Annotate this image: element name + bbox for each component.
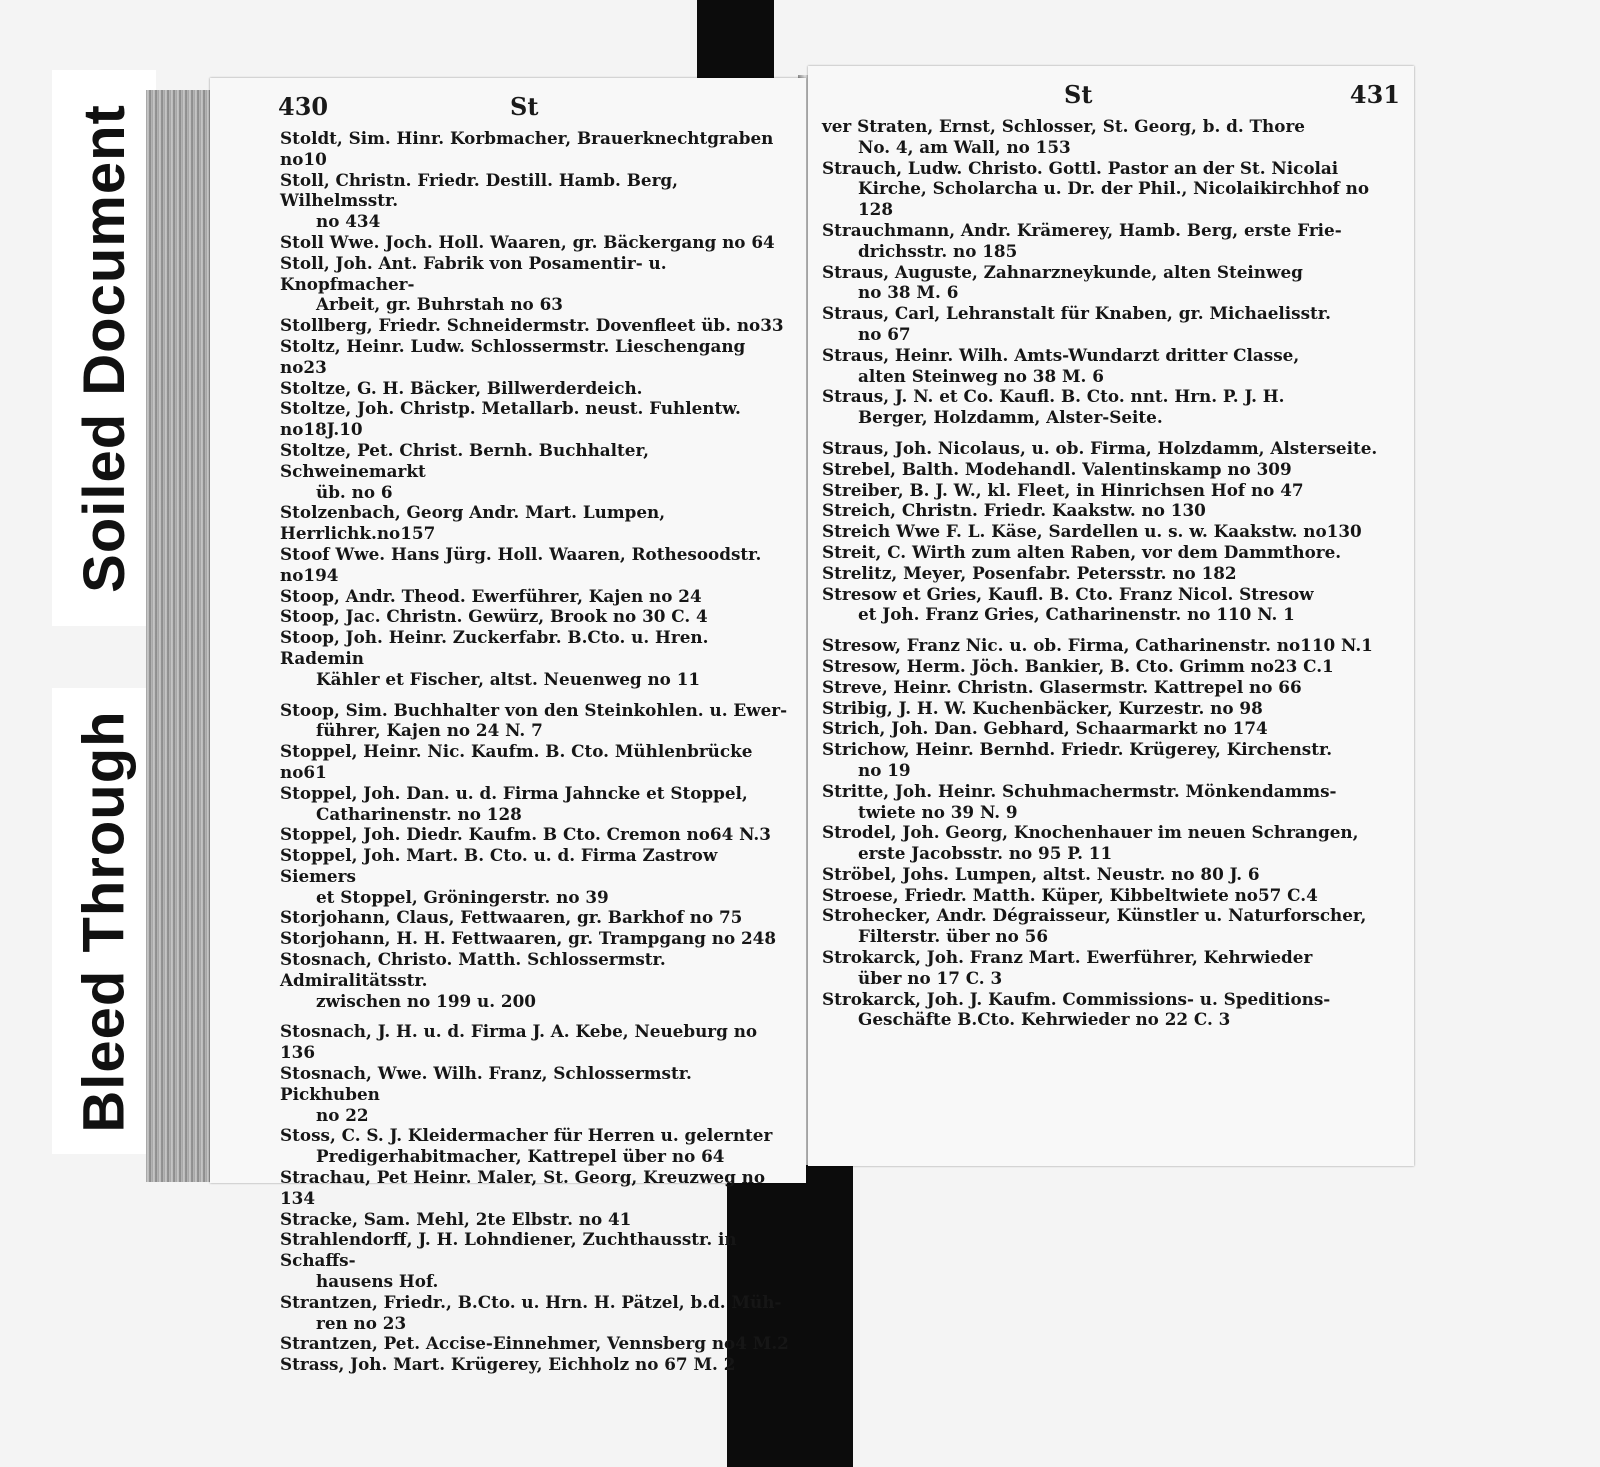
entry-text: Strelitz, Meyer, Posenfabr. Petersstr. no 182 (822, 562, 1237, 583)
bleed-through-label (52, 688, 156, 1154)
entry-text: Strass, Joh. Mart. Krügerey, Eichholz no 67 M. 2 (280, 1354, 736, 1375)
entry-text: Streich Wwe F. L. Käse, Sardellen u. s. w. Kaakstw. no130 (822, 521, 1362, 542)
entry-text: Streich, Christn. Friedr. Kaakstw. no 130 (822, 500, 1206, 521)
entry-text: Stoop, Jac. Christn. Gewürz, Brook no 30 C. 4 (280, 606, 708, 627)
directory-entry (822, 656, 1394, 677)
entry-continuation: drichsstr. no 185 (858, 240, 1018, 261)
entry-text: Stracke, Sam. Mehl, 2te Elbstr. no 41 (280, 1208, 632, 1229)
entry-continuation: führer, Kajen no 24 N. 7 (316, 720, 543, 741)
entry-continuation: über no 17 C. 3 (858, 967, 1003, 988)
entry-continuation: zwischen no 199 u. 200 (316, 990, 536, 1011)
entry-text: Storjohann, Claus, Fettwaaren, gr. Barkhof no 75 (280, 907, 743, 928)
directory-entry (280, 315, 796, 336)
entry-text: Strantzen, Friedr., B.Cto. u. Hrn. H. Pätzel, b.d. Müh- (280, 1291, 782, 1312)
directory-entry (280, 1167, 796, 1209)
directory-entry (822, 303, 1394, 345)
directory-entry (822, 386, 1394, 428)
soiled-document-label (52, 70, 156, 626)
directory-entry (822, 698, 1394, 719)
directory-entry (280, 824, 796, 845)
entry-text: Straus, Heinr. Wilh. Amts-Wundarzt dritter Classe, (822, 344, 1300, 365)
entry-text: Stosnach, Christo. Matth. Schlossermstr. Admiralitätsstr. (280, 949, 666, 990)
entry-continuation: Arbeit, gr. Buhrstah no 63 (316, 294, 563, 315)
entry-text: Stollberg, Friedr. Schneidermstr. Dovenfleet üb. no33 (280, 315, 784, 336)
left-page (210, 78, 806, 1375)
entry-continuation: no 38 M. 6 (858, 282, 959, 303)
entry-text: Strich, Joh. Dan. Gebhard, Schaarmarkt no 174 (822, 718, 1268, 739)
directory-entry (280, 253, 796, 315)
entry-continuation: Berger, Holzdamm, Alster-Seite. (858, 407, 1163, 428)
entry-text: Stroese, Friedr. Matth. Küper, Kibbeltwiete no57 C.4 (822, 884, 1318, 905)
entry-continuation: hausens Hof. (316, 1271, 439, 1292)
directory-entry (280, 398, 796, 440)
soiled-document-text: Soiled Document (71, 103, 137, 593)
directory-entry (822, 542, 1394, 563)
directory-entry (822, 781, 1394, 823)
directory-entry (822, 677, 1394, 698)
entry-continuation: No. 4, am Wall, no 153 (858, 136, 1071, 157)
directory-entry (822, 158, 1394, 220)
entry-text: Strantzen, Pet. Accise-Einnehmer, Vennsberg no4 M.2 (280, 1333, 789, 1354)
left-page-number: 430 (278, 92, 329, 121)
entry-text: Stoop, Joh. Heinr. Zuckerfabr. B.Cto. u. Hren. Rademin (280, 627, 709, 668)
entry-text: Strohecker, Andr. Dégraisseur, Künstler u. Naturforscher, (822, 905, 1367, 926)
directory-entry (822, 635, 1394, 656)
entry-continuation: Filterstr. über no 56 (858, 926, 1049, 947)
entry-text: Strauch, Ludw. Christo. Gottl. Pastor an der St. Nicolai (822, 157, 1339, 178)
entry-text: Stoop, Andr. Theod. Ewerführer, Kajen no 24 (280, 585, 702, 606)
directory-entry (822, 480, 1394, 501)
entry-text: Stoppel, Joh. Mart. B. Cto. u. d. Firma Zastrow Siemers (280, 845, 718, 886)
entry-text: Stoldt, Sim. Hinr. Korbmacher, Brauerknechtgraben no10 (280, 128, 774, 169)
directory-entry (822, 989, 1394, 1031)
entry-text: Strokarck, Joh. J. Kaufm. Commissions- u. Speditions- (822, 988, 1331, 1009)
directory-entry (280, 1021, 796, 1063)
entry-text: Stoof Wwe. Hans Jürg. Holl. Waaren, Rothesoodstr. no194 (280, 543, 762, 585)
entry-continuation: alten Steinweg no 38 M. 6 (858, 365, 1104, 386)
directory-entry (822, 822, 1394, 864)
directory-entry (822, 905, 1394, 947)
entry-text: ver Straten, Ernst, Schlosser, St. Georg, b. d. Thore (822, 116, 1305, 136)
left-page-header (210, 92, 806, 126)
entry-continuation: Geschäfte B.Cto. Kehrwieder no 22 C. 3 (858, 1009, 1231, 1030)
entry-text: Stosnach, Wwe. Wilh. Franz, Schlossermstr. Pickhuben (280, 1063, 692, 1104)
bleed-through-text: Bleed Through (71, 709, 137, 1133)
entry-text: Strokarck, Joh. Franz Mart. Ewerführer, Kehrwieder (822, 947, 1313, 968)
entry-text: Stoltze, Joh. Christp. Metallarb. neust. Fuhlentw. no18J.10 (280, 398, 741, 440)
entry-text: Strachau, Pet Heinr. Maler, St. Georg, Kreuzweg no 134 (280, 1167, 766, 1208)
directory-entry (822, 947, 1394, 989)
directory-entry (822, 500, 1394, 521)
entry-text: Strichow, Heinr. Bernhd. Friedr. Krügerey, Kirchenstr. (822, 739, 1333, 760)
directory-entry (280, 1229, 796, 1291)
directory-entry (280, 1354, 796, 1375)
directory-entry (280, 544, 796, 586)
entry-text: Streit, C. Wirth zum alten Raben, vor dem Dammthore. (822, 541, 1342, 562)
entry-continuation: twiete no 39 N. 9 (858, 801, 1018, 822)
directory-entry (280, 949, 796, 1011)
entry-text: Ströbel, Johs. Lumpen, altst. Neustr. no 80 J. 6 (822, 863, 1260, 884)
directory-entry (280, 1209, 796, 1230)
directory-entry (280, 1333, 796, 1354)
directory-entry (280, 627, 796, 689)
directory-entry (822, 521, 1394, 542)
entry-continuation: erste Jacobsstr. no 95 P. 11 (858, 843, 1113, 864)
entry-text: Stoll, Christn. Friedr. Destill. Hamb. Berg, Wilhelmsstr. (280, 169, 679, 211)
directory-entry (280, 783, 796, 825)
entry-text: Stritte, Joh. Heinr. Schuhmachermstr. Mönkendamms- (822, 780, 1337, 801)
entry-text: Stoltz, Heinr. Ludw. Schlossermstr. Lieschengang no23 (280, 335, 746, 377)
directory-entry (822, 459, 1394, 480)
directory-entry (280, 606, 796, 627)
entry-text: Strauchmann, Andr. Krämerey, Hamb. Berg, erste Frie- (822, 219, 1342, 240)
entry-text: Storjohann, H. H. Fettwaaren, gr. Trampgang no 248 (280, 928, 777, 949)
entry-continuation: Kirche, Scholarcha u. Dr. der Phil., Nicolaikirchhof no 128 (858, 178, 1370, 220)
left-page-entries (280, 128, 796, 1375)
entry-text: Straus, Auguste, Zahnarzneykunde, alten Steinweg (822, 261, 1303, 282)
directory-entry (822, 345, 1394, 387)
page-edges (146, 90, 212, 1182)
right-page-entries (822, 116, 1394, 1030)
directory-entry (280, 1063, 796, 1125)
entry-continuation: no 19 (858, 759, 911, 780)
entry-continuation: no 434 (316, 211, 381, 232)
entry-text: Stresow, Herm. Jöch. Bankier, B. Cto. Grimm no23 C.1 (822, 655, 1334, 676)
directory-entry (822, 116, 1394, 158)
entry-text: Straus, Carl, Lehranstalt für Knaben, gr. Michaelisstr. (822, 303, 1331, 324)
entry-text: Stoppel, Heinr. Nic. Kaufm. B. Cto. Mühlenbrücke no61 (280, 741, 753, 782)
entry-text: Stoltze, Pet. Christ. Bernh. Buchhalter, Schweinemarkt (280, 439, 649, 481)
entry-text: Stolzenbach, Georg Andr. Mart. Lumpen, Herrlichk.no157 (280, 502, 666, 544)
right-page (808, 66, 1414, 1166)
directory-entry (280, 741, 796, 783)
binding-tape-top (697, 0, 774, 88)
right-page-running-head: St (1064, 80, 1093, 109)
directory-entry (822, 220, 1394, 262)
right-page-number: 431 (1349, 80, 1400, 109)
entry-text: Streiber, B. J. W., kl. Fleet, in Hinrichsen Hof no 47 (822, 479, 1304, 500)
entry-text: Straus, J. N. et Co. Kaufl. B. Cto. nnt. Hrn. P. J. H. (822, 386, 1285, 407)
entry-text: Stoltze, G. H. Bäcker, Billwerderdeich. (280, 377, 643, 398)
directory-entry (280, 845, 796, 907)
entry-text: Stosnach, J. H. u. d. Firma J. A. Kebe, Neueburg no 136 (280, 1021, 758, 1063)
entry-continuation: et Joh. Franz Gries, Catharinenstr. no 110 N. 1 (858, 604, 1295, 625)
directory-entry (822, 584, 1394, 626)
entry-continuation: no 22 (316, 1104, 369, 1125)
directory-entry (822, 885, 1394, 906)
directory-entry (280, 336, 796, 378)
directory-entry (280, 502, 796, 544)
entry-continuation: üb. no 6 (316, 481, 393, 502)
entry-text: Strahlendorff, J. H. Lohndiener, Zuchthausstr. in Schaffs- (280, 1229, 737, 1271)
directory-entry (280, 440, 796, 502)
directory-entry (280, 378, 796, 399)
entry-text: Stoll Wwe. Joch. Holl. Waaren, gr. Bäckergang no 64 (280, 231, 775, 252)
directory-entry (280, 586, 796, 607)
entry-text: Streve, Heinr. Christn. Glasermstr. Kattrepel no 66 (822, 676, 1302, 697)
entry-text: Stoppel, Joh. Diedr. Kaufm. B Cto. Cremon no64 N.3 (280, 824, 771, 845)
directory-entry (822, 864, 1394, 885)
directory-entry (280, 1125, 796, 1167)
entry-text: Straus, Joh. Nicolaus, u. ob. Firma, Holzdamm, Alsterseite. (822, 437, 1378, 458)
directory-entry (822, 563, 1394, 584)
directory-entry (822, 262, 1394, 304)
entry-continuation: Predigerhabitmacher, Kattrepel über no 64 (316, 1146, 725, 1167)
entry-text: Stoll, Joh. Ant. Fabrik von Posamentir- u. Knopfmacher- (280, 252, 667, 294)
entry-text: Stoop, Sim. Buchhalter von den Steinkohlen. u. Ewer- (280, 699, 788, 720)
entry-continuation: Kähler et Fischer, altst. Neuenweg no 11 (316, 668, 701, 689)
left-page-running-head: St (510, 92, 539, 121)
entry-text: Stoppel, Joh. Dan. u. d. Firma Jahncke et Stoppel, (280, 782, 748, 803)
entry-continuation: et Stoppel, Gröningerstr. no 39 (316, 886, 609, 907)
entry-text: Stresow et Gries, Kaufl. B. Cto. Franz Nicol. Stresow (822, 583, 1314, 604)
directory-entry (280, 128, 796, 170)
right-page-header (808, 80, 1414, 114)
entry-text: Stoss, C. S. J. Kleidermacher für Herren u. gelernter (280, 1125, 773, 1146)
entry-text: Stresow, Franz Nic. u. ob. Firma, Catharinenstr. no110 N.1 (822, 635, 1373, 656)
entry-text: Stribig, J. H. W. Kuchenbäcker, Kurzestr. no 98 (822, 697, 1263, 718)
directory-entry (280, 1292, 796, 1334)
directory-entry (822, 739, 1394, 781)
entry-text: Strebel, Balth. Modehandl. Valentinskamp no 309 (822, 458, 1292, 479)
entry-continuation: Catharinenstr. no 128 (316, 803, 522, 824)
entry-continuation: no 67 (858, 323, 911, 344)
directory-entry (822, 438, 1394, 459)
entry-text: Strodel, Joh. Georg, Knochenhauer im neuen Schrangen, (822, 822, 1359, 843)
directory-entry (280, 700, 796, 742)
directory-entry (280, 232, 796, 253)
directory-entry (822, 718, 1394, 739)
directory-entry (280, 928, 796, 949)
directory-entry (280, 907, 796, 928)
directory-entry (280, 170, 796, 232)
entry-continuation: ren no 23 (316, 1312, 407, 1333)
